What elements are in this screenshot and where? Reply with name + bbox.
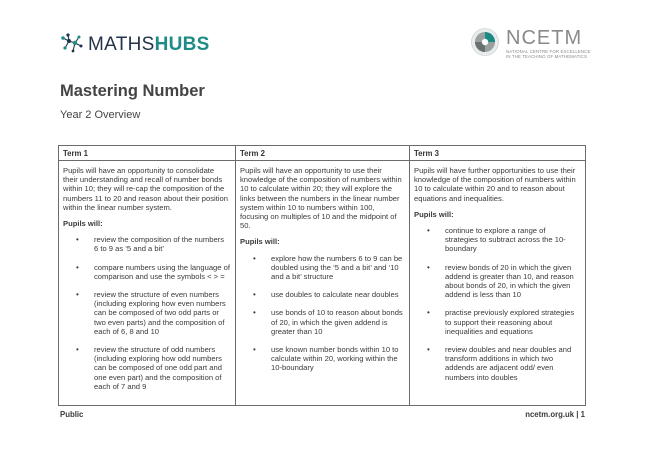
term3-intro: Pupils will have further opportunities to use their knowledge of the composition of numbers within 10 to calculate within 20 and to reason about equations and inequalities.	[414, 166, 576, 203]
term2-pupils-will: Pupils will:	[240, 237, 280, 247]
table-header-row	[59, 146, 586, 161]
list-item: • compare numbers using the language of comparison and use the symbols < > =	[63, 263, 230, 281]
page-subtitle: Year 2 Overview	[60, 109, 141, 121]
list-item: • review the structure of even numbers (including exploring how even numbers can be composed of two odd parts or two even parts) and the composition of each of 6, 8 and 10	[63, 290, 230, 336]
list-item: • practise previously explored strategies to support their reasoning about inequalities and equations	[414, 308, 580, 336]
page-header	[0, 0, 650, 75]
page-footer-url: ncetm.org.uk | 1	[525, 410, 585, 419]
classification-label: Public	[60, 410, 84, 419]
list-item: • use doubles to calculate near doubles	[240, 290, 404, 299]
table-body-row	[59, 161, 586, 406]
list-item: • use bonds of 10 to reason about bonds of 20, in which the given addend is greater than 10	[240, 308, 404, 336]
term3-cell	[410, 161, 586, 406]
term1-pupils-will: Pupils will:	[63, 219, 103, 229]
list-item: • continue to explore a range of strategies to subtract across the 10-boundary	[414, 226, 580, 254]
ncetm-logo	[470, 27, 591, 60]
list-item: • review the structure of odd numbers (including exploring how odd numbers can be composed of one odd part and one even part) and the composition of each of 7 and 9	[63, 345, 230, 391]
term1-cell	[59, 161, 236, 406]
term3-heading: Term 3	[410, 146, 586, 161]
term2-cell	[236, 161, 410, 406]
term2-intro: Pupils will have an opportunity to use their knowledge of the composition of numbers within 10 to calculate within 20; they will explore the links between the numbers in the linear number system within 10 to numbers within 100, focusing on multiples of 10 and the midpoint of 50.	[240, 166, 402, 231]
list-item: • review bonds of 20 in which the given addend is greater than 10, and reason about bonds of 20, in which the given addend is less than 10	[414, 263, 580, 300]
page-title: Mastering Number	[60, 82, 205, 100]
ncetm-tagline-2: IN THE TEACHING OF MATHEMATICS	[506, 54, 587, 60]
ncetm-wordmark: NCETM	[506, 27, 583, 49]
list-item: • review the composition of the numbers 6 to 9 as ‘5 and a bit’	[63, 235, 230, 253]
term3-pupils-will: Pupils will:	[414, 209, 454, 219]
term2-heading: Term 2	[236, 146, 410, 161]
ncetm-tagline-1: NATIONAL CENTRE FOR EXCELLENCE	[506, 49, 591, 54]
term1-intro: Pupils will have an opportunity to consolidate their understanding and recall of number bonds within 10; they will re-cap the composition of the numbers 11 to 20 and reason about their position within the linear number system.	[63, 166, 228, 212]
list-item: • explore how the numbers 6 to 9 can be doubled using the ‘5 and a bit’ and ‘10 and a bit’ structure	[240, 254, 404, 282]
mathshubs-wordmark: MATHSHUBS	[88, 34, 210, 55]
list-item: • review doubles and near doubles and transform additions in which two addends are adjacent odd/ even numbers into doubles	[414, 345, 580, 382]
molecule-icon	[60, 32, 86, 54]
term-overview-table	[58, 145, 586, 406]
ncetm-emblem-icon	[470, 27, 500, 57]
term1-heading: Term 1	[59, 146, 236, 161]
mathshubs-logo	[60, 28, 210, 58]
list-item: • use known number bonds within 10 to calculate within 20, working within the 10-boundary	[240, 345, 404, 373]
term2-points	[240, 254, 404, 373]
term1-points	[63, 235, 230, 391]
term3-points	[414, 226, 580, 382]
